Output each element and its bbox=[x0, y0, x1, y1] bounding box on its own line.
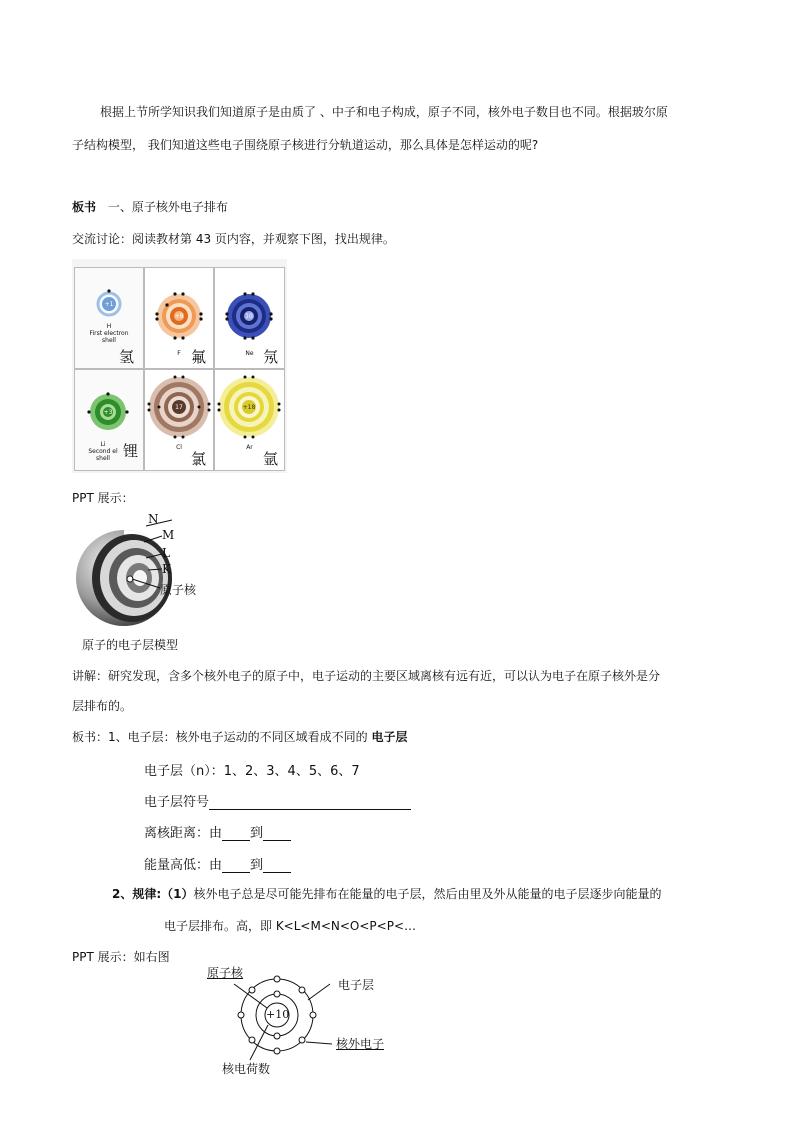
neon-structure-diagram bbox=[200, 964, 400, 1079]
neon-electron-label: 核外电子 bbox=[336, 1037, 385, 1051]
neon-nucleus-value: +10 bbox=[266, 1008, 290, 1021]
board-2-bold: 电子层 bbox=[371, 730, 408, 744]
f-nucleus: +9 bbox=[174, 313, 184, 320]
board-title: 一、原子核外电子排布 bbox=[107, 200, 228, 214]
intro-line-1: 根据上节所学知识我们知道原子是由质了 、中子和电子构成，原子不同，核外电子数目也不同。根据玻尔原 bbox=[100, 105, 668, 119]
board-2 bbox=[72, 728, 407, 745]
explain-line-1: 讲解：研究发现，含多个核外电子的原子中，电子运动的主要区域离核有远有近，可以认为电子在原子核外是分 bbox=[72, 669, 661, 683]
li-caption-2: shell bbox=[96, 455, 110, 462]
distance-blank-1 bbox=[222, 826, 250, 841]
atom-cell-h bbox=[74, 267, 144, 369]
shell-model-figure bbox=[72, 512, 212, 657]
neon-charge-label: 核电荷数 bbox=[222, 1062, 271, 1076]
energy-from: 能量高低：由 bbox=[144, 858, 223, 873]
ppt-label-1: PPT 展示： bbox=[72, 491, 134, 505]
h-cn: 氢 bbox=[119, 348, 135, 366]
layers-energy-line bbox=[144, 854, 291, 873]
f-cn: 氟 bbox=[191, 348, 207, 366]
layers-symbol-label: 电子层符号 bbox=[144, 795, 210, 810]
shell-label-m: M bbox=[162, 528, 175, 542]
atom-shell-grid bbox=[72, 259, 287, 473]
ne-symbol: Ne bbox=[245, 350, 254, 357]
shell-label-l: L bbox=[162, 546, 170, 560]
li-nucleus: +3 bbox=[103, 409, 113, 416]
layers-symbol-line bbox=[144, 791, 411, 810]
atom-cell-li bbox=[74, 369, 144, 471]
layers-distance-line bbox=[144, 822, 291, 841]
atom-cell-ar bbox=[214, 369, 285, 471]
li-caption-1: Second el bbox=[88, 448, 118, 455]
ne-nucleus: 10 bbox=[245, 313, 253, 320]
rule-line-1 bbox=[112, 885, 662, 902]
explain-line-2: 层排布的。 bbox=[72, 699, 133, 713]
discussion-text: 交流讨论：阅读教材第 43 页内容，并观察下图，找出规律。 bbox=[72, 232, 395, 246]
li-cn: 锂 bbox=[123, 442, 139, 460]
shell-label-n: N bbox=[148, 512, 159, 526]
energy-blank-1 bbox=[222, 858, 250, 873]
board-label: 板书 bbox=[72, 200, 97, 214]
shell-nucleus-label: 原子核 bbox=[160, 583, 197, 597]
energy-blank-2 bbox=[263, 858, 291, 873]
atom-cell-cl bbox=[144, 369, 214, 471]
board-heading bbox=[72, 198, 228, 215]
h-symbol: H bbox=[106, 323, 112, 330]
neon-shell-label: 电子层 bbox=[338, 978, 375, 992]
intro-line-2: 子结构模型， 我们知道这些电子围绕原子核进行分轨道运动，那么具体是怎样运动的呢? bbox=[72, 138, 539, 152]
rule-sub: （1） bbox=[161, 887, 194, 901]
ar-cn: 氩 bbox=[263, 450, 279, 468]
rule-text: 核外电子总是尽可能先排布在能量的电子层，然后由里及外从能量的电子层逐步向能量的 bbox=[193, 887, 662, 901]
distance-to: 到 bbox=[250, 826, 264, 841]
cl-cn: 氯 bbox=[191, 450, 207, 468]
board-2-text: 板书：1、电子层：核外电子运动的不同区域看成不同的 bbox=[72, 730, 372, 744]
ar-symbol: Ar bbox=[246, 444, 253, 451]
shell-caption: 原子的电子层模型 bbox=[82, 638, 179, 652]
ne-cn: 氖 bbox=[263, 348, 279, 366]
ar-nucleus: +18 bbox=[242, 404, 256, 411]
distance-from: 离核距离：由 bbox=[144, 826, 223, 841]
cutaway-sphere-icon bbox=[72, 512, 212, 637]
cl-nucleus: 17 bbox=[175, 404, 183, 411]
distance-blank-2 bbox=[263, 826, 291, 841]
energy-to: 到 bbox=[250, 858, 264, 873]
atom-cell-ne bbox=[214, 267, 285, 369]
f-symbol: F bbox=[177, 350, 181, 357]
h-caption-1: First electron bbox=[89, 330, 129, 337]
cl-symbol: Cl bbox=[176, 444, 182, 451]
li-symbol: Li bbox=[100, 441, 106, 448]
neon-nucleus-label: 原子核 bbox=[207, 966, 244, 980]
layers-n-line: 电子层（n）：1、2、3、4、5、6、7 bbox=[144, 764, 360, 779]
h-caption-2: shell bbox=[102, 337, 116, 344]
rule-line-2: 电子层排布。高，即 K<L<M<N<O<P<P<… bbox=[164, 919, 417, 933]
shell-label-k: K bbox=[162, 562, 171, 576]
ppt-label-2: PPT 展示：如右图 bbox=[72, 950, 170, 964]
atom-cell-f bbox=[144, 267, 214, 369]
symbol-blank bbox=[209, 795, 411, 810]
h-nucleus: +1 bbox=[104, 301, 114, 308]
rule-num: 2、规律: bbox=[112, 887, 162, 901]
